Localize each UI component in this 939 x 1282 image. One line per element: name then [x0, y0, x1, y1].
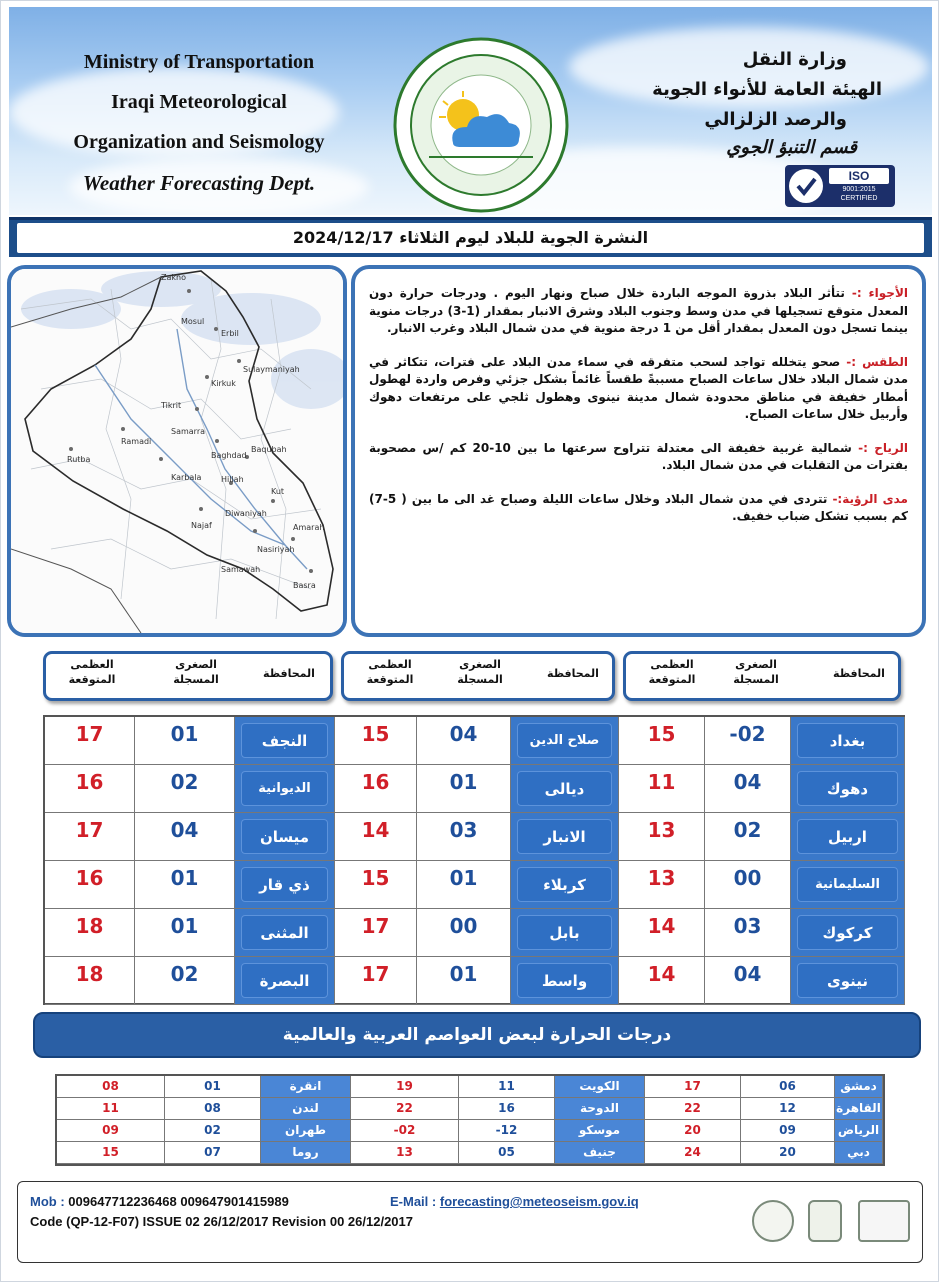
capital-name: الدوحة — [555, 1098, 645, 1120]
province-name — [791, 765, 905, 813]
header-max: العظمى المتوقعة — [366, 658, 414, 686]
province-min-temp: 01 — [135, 909, 235, 957]
province-name-pill: البصرة — [241, 963, 328, 998]
dept-name-ar: قسم التنبؤ الجوي — [726, 137, 857, 158]
capital-max-temp: 08 — [57, 1076, 165, 1098]
map-town-label: Zakho — [161, 273, 186, 282]
province-max-temp: 17 — [45, 717, 135, 765]
province-name — [235, 861, 335, 909]
footer — [17, 1181, 923, 1263]
map-town-label: Kirkuk — [211, 379, 236, 388]
org-name-ar-line2: والرصد الزلزالي — [704, 109, 847, 130]
capital-min-temp: 08 — [165, 1098, 261, 1120]
forecast-paragraph-wind — [369, 440, 908, 475]
province-min-temp: 01 — [417, 957, 511, 1005]
province-name-pill: ديالى — [517, 771, 612, 806]
province-name — [235, 813, 335, 861]
footer-certification-icon — [858, 1200, 910, 1242]
iso-badge — [785, 165, 895, 207]
header-province: المحافظة — [833, 667, 885, 680]
province-min-temp: 01 — [417, 861, 511, 909]
header-province: المحافظة — [547, 667, 599, 680]
wind-text: شمالية غربية خفيفة الى معتدلة تتراوح سرعتها ما بين 10-20 كم /س مصحوبة بفترات من التقلبات في مدن شمال البلاد. — [369, 440, 908, 472]
org-name-ar-line1: الهيئة العامة للأنواء الجوية — [652, 79, 882, 100]
capital-max-temp: 24 — [645, 1142, 741, 1164]
province-max-temp: 15 — [335, 861, 417, 909]
province-name-pill: واسط — [517, 963, 612, 998]
map-town-label: Nasiriyah — [257, 545, 295, 554]
forecast-paragraph-visibility — [369, 491, 908, 526]
capital-name: الكويت — [555, 1076, 645, 1098]
capital-name: دمشق — [835, 1076, 883, 1098]
iso-standard: 9001:2015 — [842, 186, 876, 193]
capital-max-temp: 17 — [645, 1076, 741, 1098]
org-name-en-line2: Organization and Seismology — [73, 131, 325, 153]
province-max-temp: 15 — [335, 717, 417, 765]
province-temperature-table — [43, 715, 905, 1005]
map-town-label: Baqubah — [251, 445, 287, 454]
province-name-pill: السليمانية — [797, 867, 898, 902]
iso-check-icon — [789, 169, 823, 203]
province-name — [235, 909, 335, 957]
province-name-pill: ذي قار — [241, 867, 328, 902]
province-name — [235, 957, 335, 1005]
capital-name: طهران — [261, 1120, 351, 1142]
province-min-temp: 00 — [705, 861, 791, 909]
organization-logo-icon — [391, 35, 571, 215]
province-max-temp: 17 — [335, 957, 417, 1005]
province-name — [235, 717, 335, 765]
org-name-en-line1: Iraqi Meteorological — [111, 91, 287, 113]
ministry-name-ar: وزارة النقل — [742, 49, 847, 70]
map-town-label: Diwaniyah — [225, 509, 267, 518]
province-name-pill: الانبار — [517, 819, 612, 854]
footer-emblem-icon — [808, 1200, 842, 1242]
header-min: الصغرى المسجلة — [457, 658, 503, 686]
atmosphere-label: الأجواء :- — [851, 286, 908, 300]
province-max-temp: 18 — [45, 957, 135, 1005]
forecast-text-panel — [351, 265, 926, 637]
capital-min-temp: 20 — [741, 1142, 835, 1164]
capital-min-temp: 11 — [459, 1076, 555, 1098]
province-min-temp: 02 — [135, 957, 235, 1005]
capital-max-temp: 09 — [57, 1120, 165, 1142]
capital-min-temp: -12 — [459, 1120, 555, 1142]
province-min-temp: 03 — [705, 909, 791, 957]
header-province: المحافظة — [263, 667, 315, 680]
capital-name: انقرة — [261, 1076, 351, 1098]
province-max-temp: 13 — [619, 813, 705, 861]
province-max-temp: 11 — [619, 765, 705, 813]
map-town-label: Hillah — [221, 475, 244, 484]
province-max-temp: 14 — [335, 813, 417, 861]
province-name-pill: النجف — [241, 723, 328, 758]
capital-min-temp: 02 — [165, 1120, 261, 1142]
province-name-pill: صلاح الدين — [517, 723, 612, 758]
footer-logo-icon — [752, 1200, 794, 1242]
province-name — [511, 765, 619, 813]
bulletin-title: النشرة الجوية للبلاد ليوم الثلاثاء 2024/12/17 — [17, 223, 924, 253]
province-name-pill: بغداد — [797, 723, 898, 758]
table-header-group-3 — [43, 651, 333, 701]
capital-max-temp: -02 — [351, 1120, 459, 1142]
footer-email — [390, 1194, 639, 1209]
capital-name: القاهرة — [835, 1098, 883, 1120]
province-name — [511, 813, 619, 861]
map-town-label: Ramadi — [121, 437, 152, 446]
province-min-temp: 01 — [417, 765, 511, 813]
capital-name: دبي — [835, 1142, 883, 1164]
header-banner — [9, 7, 932, 215]
province-name-pill: المثنى — [241, 915, 328, 950]
map-town-label: Tikrit — [161, 401, 182, 410]
header-min: الصغرى المسجلة — [173, 658, 219, 686]
province-min-temp: 04 — [705, 765, 791, 813]
iraq-map — [7, 265, 347, 637]
capital-min-temp: 06 — [741, 1076, 835, 1098]
capital-min-temp: 09 — [741, 1120, 835, 1142]
capital-name: جنيف — [555, 1142, 645, 1164]
province-name-pill: كركوك — [797, 915, 898, 950]
table-header-group-1 — [623, 651, 901, 701]
capitals-title: درجات الحرارة لبعض العواصم العربية والعالمية — [33, 1012, 921, 1058]
province-max-temp: 16 — [45, 765, 135, 813]
header-min: الصغرى المسجلة — [733, 658, 779, 686]
province-name-pill: نينوى — [797, 963, 898, 998]
capital-max-temp: 22 — [645, 1098, 741, 1120]
email-link[interactable]: forecasting@meteoseism.gov.iq — [439, 1194, 639, 1209]
capital-max-temp: 19 — [351, 1076, 459, 1098]
province-name-pill: دهوك — [797, 771, 898, 806]
map-town-label: Baghdad — [211, 451, 247, 460]
map-town-label: Mosul — [181, 317, 205, 326]
map-town-label: Samarra — [171, 427, 206, 436]
province-min-temp: 04 — [417, 717, 511, 765]
capital-name: لندن — [261, 1098, 351, 1120]
province-min-temp: 01 — [135, 861, 235, 909]
province-name — [791, 717, 905, 765]
capital-min-temp: 16 — [459, 1098, 555, 1120]
province-min-temp: 02 — [135, 765, 235, 813]
capital-max-temp: 13 — [351, 1142, 459, 1164]
header-max: العظمى المتوقعة — [648, 658, 696, 686]
capital-name: روما — [261, 1142, 351, 1164]
province-max-temp: 15 — [619, 717, 705, 765]
mobile-numbers: 009647712236468 009647901415989 — [68, 1194, 289, 1209]
bulletin-title-bar — [9, 217, 932, 257]
map-town-label: Basra — [293, 581, 316, 590]
capital-max-temp: 15 — [57, 1142, 165, 1164]
capital-min-temp: 01 — [165, 1076, 261, 1098]
province-max-temp: 14 — [619, 957, 705, 1005]
province-name — [791, 813, 905, 861]
visibility-text: تتردى في مدن شمال البلاد وخلال ساعات الليلة وصباح غد الى ما بين ( 5-7) كم بسبب تشكل ضباب خفيف. — [369, 491, 908, 523]
mobile-label: Mob : — [30, 1194, 65, 1209]
province-name-pill: اربيل — [797, 819, 898, 854]
iso-word: ISO — [829, 168, 889, 184]
province-max-temp: 18 — [45, 909, 135, 957]
map-town-label: Najaf — [191, 521, 212, 530]
province-name — [511, 957, 619, 1005]
email-label: E-Mail : — [390, 1194, 437, 1209]
province-max-temp: 14 — [619, 909, 705, 957]
capital-max-temp: 11 — [57, 1098, 165, 1120]
capital-max-temp: 20 — [645, 1120, 741, 1142]
province-min-temp: -02 — [705, 717, 791, 765]
atmosphere-text: تتأثر البلاد بذروة الموجه الباردة خلال صباح ونهار اليوم . ودرجات حرارة دون المعدل متوقع تسجيلها في مدن وسط وجنوب البلاد وشرق الانبار بمقدار (1-3) درجات منوية بينما تسجل دون المعدل بمقدار أقل من 1 درجة منوية في مدن شمال البلاد وغرب الانبار. — [369, 286, 908, 335]
province-min-temp: 00 — [417, 909, 511, 957]
iso-certified: CERTIFIED — [840, 195, 878, 202]
visibility-label: مدى الرؤية:- — [832, 491, 908, 506]
map-town-label: Sulaymaniyah — [243, 365, 300, 374]
map-town-label: Kut — [271, 487, 285, 496]
capital-min-temp: 07 — [165, 1142, 261, 1164]
capital-name: موسكو — [555, 1120, 645, 1142]
map-town-label: Samawah — [221, 565, 261, 574]
province-max-temp: 17 — [335, 909, 417, 957]
dept-name-en: Weather Forecasting Dept. — [82, 171, 316, 195]
iraq-map-drawing — [11, 269, 343, 633]
province-name — [235, 765, 335, 813]
capital-min-temp: 12 — [741, 1098, 835, 1120]
province-name-pill: الديوانية — [241, 771, 328, 806]
province-min-temp: 02 — [705, 813, 791, 861]
capital-name: الرياض — [835, 1120, 883, 1142]
footer-mobile — [30, 1194, 289, 1209]
capital-max-temp: 22 — [351, 1098, 459, 1120]
province-max-temp: 16 — [335, 765, 417, 813]
table-header-group-2 — [341, 651, 615, 701]
province-name — [511, 909, 619, 957]
province-min-temp: 04 — [705, 957, 791, 1005]
wind-label: الرياح :- — [858, 440, 908, 455]
province-max-temp: 13 — [619, 861, 705, 909]
province-max-temp: 16 — [45, 861, 135, 909]
ministry-name-en: Ministry of Transportation — [83, 51, 315, 73]
province-min-temp: 01 — [135, 717, 235, 765]
province-name — [511, 861, 619, 909]
footer-code-line: Code (QP-12-F07) ISSUE 02 26/12/2017 Revision 00 26/12/2017 — [30, 1214, 413, 1229]
map-town-label: Rutba — [67, 455, 91, 464]
weather-label: الطقس :- — [846, 354, 908, 369]
province-name — [791, 957, 905, 1005]
province-name-pill: ميسان — [241, 819, 328, 854]
map-town-label: Erbil — [221, 329, 239, 338]
forecast-paragraph-weather — [369, 354, 908, 424]
province-name-pill: بابل — [517, 915, 612, 950]
province-min-temp: 03 — [417, 813, 511, 861]
province-min-temp: 04 — [135, 813, 235, 861]
province-name-pill: كربلاء — [517, 867, 612, 902]
map-town-label: Amarah — [293, 523, 325, 532]
weather-text: صحو يتخلله تواجد لسحب متفرقه في سماء مدن البلاد على فترات، تتكاثر في مدن شمال البلاد خلال ساعات الصباح مسببةً طقساً غائماً بشكل جزئي وفرص واردة لهطول أمطار خفيفة في مناطق محدودة شمال مدينة نينوى وهطول ثلجي على مرتفعات دهوك وأربيل خلال ساعات الصباح. — [369, 354, 908, 421]
header-max: العظمى المتوقعة — [68, 658, 116, 686]
forecast-paragraph-atmosphere — [369, 285, 908, 338]
capital-min-temp: 05 — [459, 1142, 555, 1164]
province-name — [511, 717, 619, 765]
province-name — [791, 861, 905, 909]
province-max-temp: 17 — [45, 813, 135, 861]
map-town-label: Karbala — [171, 473, 202, 482]
capitals-temperature-table — [55, 1074, 885, 1166]
province-name — [791, 909, 905, 957]
